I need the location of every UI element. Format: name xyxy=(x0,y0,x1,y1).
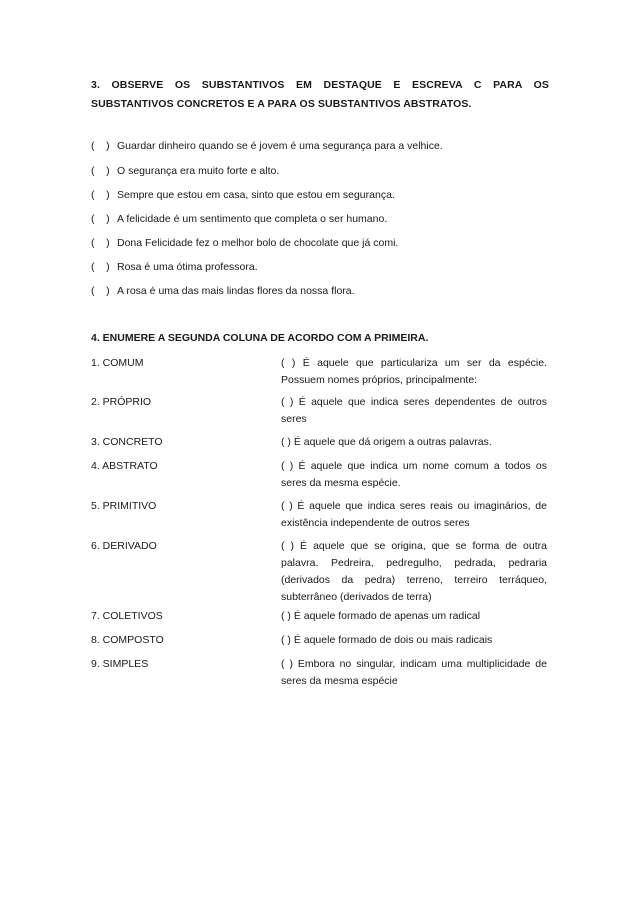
q3-item-5 xyxy=(91,236,549,250)
q4-definition: ( ) É aquele que particulariza um ser da espécie. Possuem nomes próprios, principalmente: xyxy=(281,357,547,386)
q4-definition: ( ) É aquele que indica seres reais ou imaginários, de existência independente de outros seres xyxy=(281,500,547,529)
q3-item-3 xyxy=(91,188,549,202)
q4-term: 3. CONCRETO xyxy=(91,436,163,448)
q3-sentence: Sempre que estou em casa, sinto que estou em segurança. xyxy=(117,189,395,201)
q4-term: 1. COMUM xyxy=(91,357,144,369)
answer-blank: ( ) xyxy=(91,189,110,201)
q3-item-4 xyxy=(91,212,549,226)
answer-blank: ( ) xyxy=(91,140,110,152)
q4-term: 7. COLETIVOS xyxy=(91,610,163,622)
answer-blank: ( ) xyxy=(91,237,110,249)
answer-blank: ( ) xyxy=(91,261,110,273)
q3-item-7 xyxy=(91,284,549,298)
q4-definition: ( ) É aquele que indica seres dependentes de outros seres xyxy=(281,396,547,425)
q4-definition: ( ) É aquele que indica um nome comum a todos os seres da mesma espécie. xyxy=(281,460,547,489)
worksheet-page xyxy=(91,0,549,903)
q4-term: 9. SIMPLES xyxy=(91,658,149,670)
q3-sentence: A rosa é uma das mais lindas flores da nossa flora. xyxy=(117,285,355,297)
q4-definition: ( ) Embora no singular, indicam uma multiplicidade de seres da mesma espécie xyxy=(281,658,547,687)
q4-definition: ( ) É aquele que se origina, que se forma de outra palavra. Pedreira, pedregulho, pedrada, pedraria (derivados da pedra) terreno, terreiro terráqueo, subterrâneo (derivados de terra) xyxy=(281,540,547,603)
q4-term: 4. ABSTRATO xyxy=(91,460,158,472)
answer-blank: ( ) xyxy=(91,165,110,177)
q4-definition: ( ) É aquele formado de dois ou mais radicais xyxy=(281,634,493,646)
q4-term: 5. PRIMITIVO xyxy=(91,500,157,512)
q3-sentence: O segurança era muito forte e alto. xyxy=(117,165,280,177)
q3-item-2 xyxy=(91,164,549,178)
q3-item-1 xyxy=(91,139,549,153)
question-4-heading: 4. ENUMERE A SEGUNDA COLUNA DE ACORDO COM A PRIMEIRA. xyxy=(91,332,429,344)
answer-blank: ( ) xyxy=(91,285,110,297)
q4-term: 6. DERIVADO xyxy=(91,540,157,552)
q4-term: 8. COMPOSTO xyxy=(91,634,164,646)
q3-sentence: Rosa é uma ótima professora. xyxy=(117,261,258,273)
answer-blank: ( ) xyxy=(91,213,110,225)
q4-definition: ( ) É aquele formado de apenas um radical xyxy=(281,610,481,622)
q3-sentence: Guardar dinheiro quando se é jovem é uma segurança para a velhice. xyxy=(117,140,443,152)
q3-item-6 xyxy=(91,260,549,274)
q3-sentence: Dona Felicidade fez o melhor bolo de chocolate que já comi. xyxy=(117,237,399,249)
q4-term: 2. PRÓPRIO xyxy=(91,396,152,408)
question-3-heading: 3. OBSERVE OS SUBSTANTIVOS EM DESTAQUE E ESCREVA C PARA OS SUBSTANTIVOS CONCRETOS E A PARA OS SUBSTANTIVOS ABSTRATOS. xyxy=(91,79,549,110)
q4-definition: ( ) É aquele que dá origem a outras palavras. xyxy=(281,436,492,448)
q3-sentence: A felicidade é um sentimento que completa o ser humano. xyxy=(117,213,388,225)
